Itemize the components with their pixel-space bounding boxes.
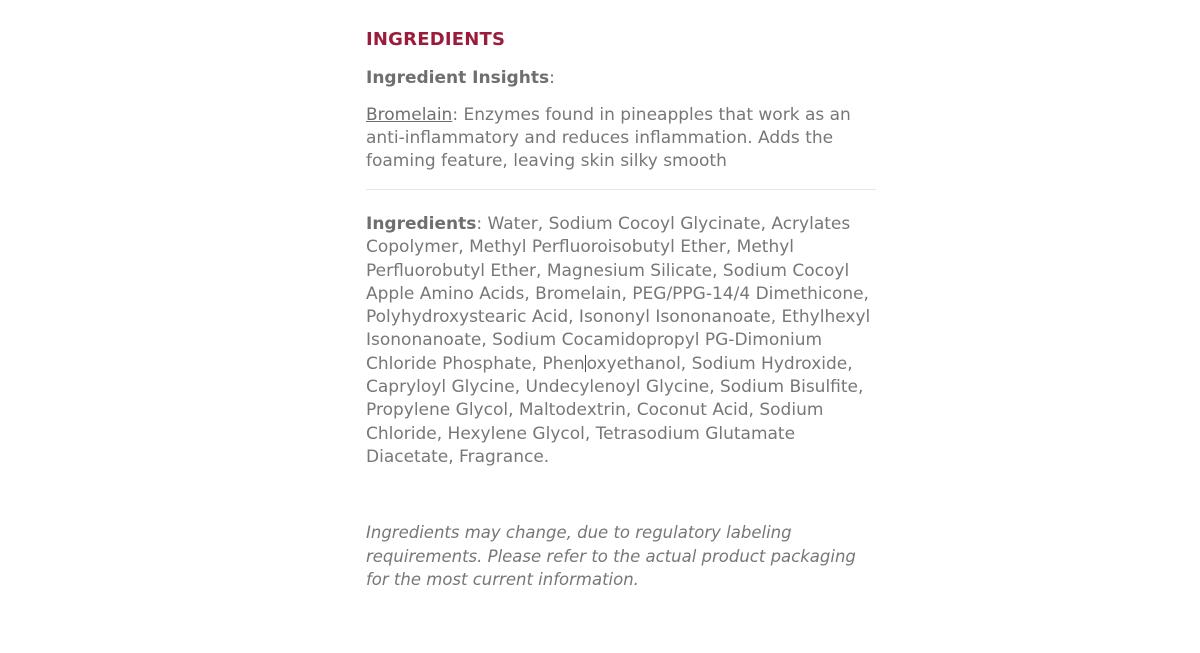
insight-description-bromelain: : Enzymes found in pineapples that work as an anti-inflammatory and reduces inflammation. Adds the foaming feature, leaving skin silky smooth	[366, 105, 851, 171]
section-title: INGREDIENTS	[366, 29, 506, 50]
insight-bromelain	[366, 104, 876, 173]
insight-term-bromelain[interactable]: Bromelain	[366, 105, 453, 125]
insights-heading-label: Ingredient Insights	[366, 68, 550, 88]
ingredients-text-part-1: : Water, Sodium Cocoyl Glycinate, Acrylates Copolymer, Methyl Perfluoroisobutyl Ether, Methyl Perfluorobutyl Ether, Magnesium Silicate, Sodium Cocoyl Apple Amino Acids, Bromelain, PEG/PPG-14/4 Dimethicone, Polyhydroxystearic Acid, Isononyl Isononanoate, Ethylhexyl Isononanoate, Sodium Cocamidopropyl PG-Dimonium Chloride Phosphate, Phen	[366, 214, 871, 374]
disclaimer-note: Ingredients may change, due to regulatory labeling requirements. Please refer to the actual product packaging for the most current information.	[366, 523, 856, 590]
ingredients-list[interactable]	[366, 213, 876, 469]
ingredients-section	[366, 28, 876, 592]
insights-heading	[366, 66, 876, 90]
insights-heading-colon: :	[549, 68, 555, 88]
section-divider	[366, 189, 876, 190]
ingredients-text-part-2: oxyethanol, Sodium Hydroxide, Capryloyl Glycine, Undecylenoyl Glycine, Sodium Bisulfite, Propylene Glycol, Maltodextrin, Coconut Acid, Sodium Chloride, Hexylene Glycol, Tetrasodium Glutamate Diacetate, Fragrance.	[366, 353, 864, 467]
ingredients-label: Ingredients	[366, 214, 477, 234]
